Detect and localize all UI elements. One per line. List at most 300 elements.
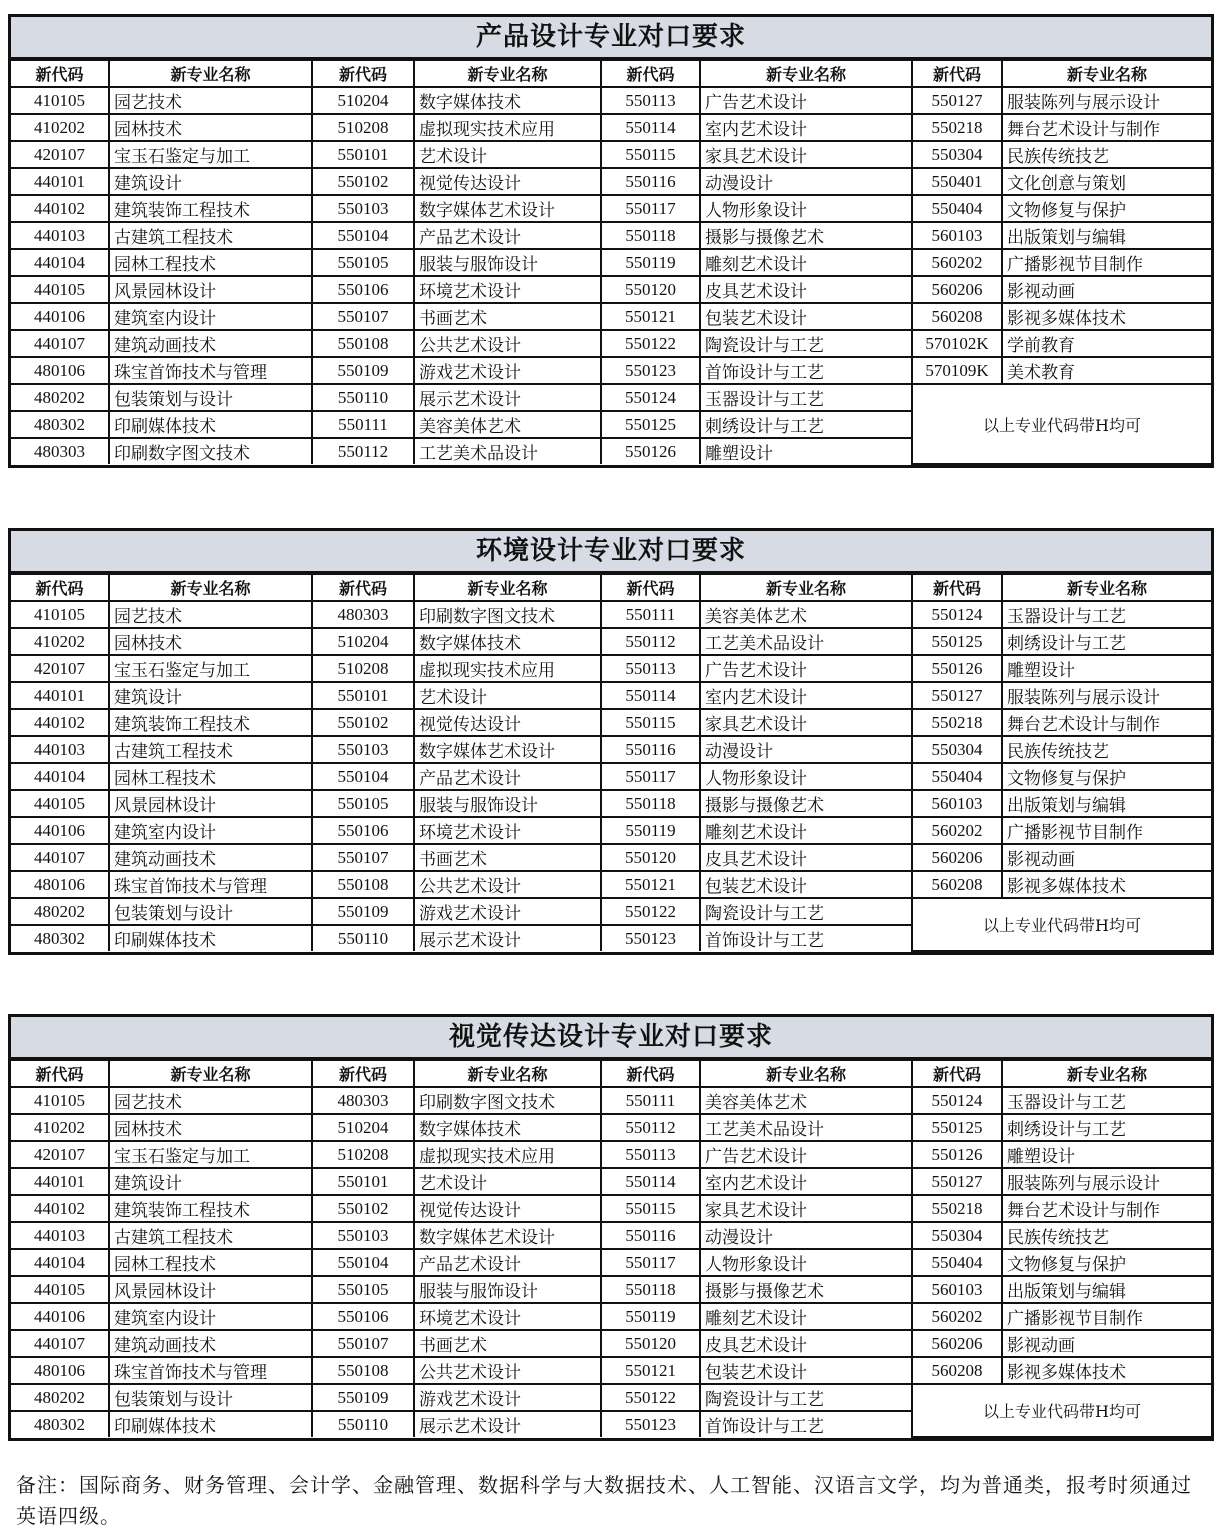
major-name: 建筑装饰工程技术	[109, 709, 312, 736]
major-code: 550404	[912, 1249, 1002, 1276]
major-name: 建筑设计	[109, 682, 312, 709]
major-code: 440104	[11, 763, 109, 790]
major-code: 550112	[601, 1114, 700, 1141]
major-name: 宝玉石鉴定与加工	[109, 655, 312, 682]
major-code: 550123	[601, 925, 700, 951]
table-row	[11, 655, 1211, 682]
header-code: 新代码	[912, 1060, 1002, 1087]
major-code: 550115	[601, 709, 700, 736]
table-row	[11, 898, 1211, 925]
major-code: 550107	[312, 1330, 414, 1357]
major-code: 550103	[312, 736, 414, 763]
table-row	[11, 736, 1211, 763]
table-row	[11, 1357, 1211, 1384]
major-name: 雕塑设计	[700, 438, 912, 464]
major-code: 550304	[912, 1222, 1002, 1249]
major-code: 550111	[601, 601, 700, 628]
major-name: 数字媒体技术	[414, 1114, 601, 1141]
major-name: 雕塑设计	[1002, 655, 1211, 682]
major-name: 建筑装饰工程技术	[109, 1195, 312, 1222]
major-name: 皮具艺术设计	[700, 844, 912, 871]
major-name: 印刷媒体技术	[109, 411, 312, 438]
major-name: 艺术设计	[414, 1168, 601, 1195]
major-code: 410105	[11, 87, 109, 114]
major-code: 440102	[11, 1195, 109, 1222]
major-name: 建筑动画技术	[109, 844, 312, 871]
major-name: 动漫设计	[700, 736, 912, 763]
major-name: 美容美体艺术	[700, 1087, 912, 1114]
major-name: 虚拟现实技术应用	[414, 1141, 601, 1168]
major-name: 刺绣设计与工艺	[1002, 1114, 1211, 1141]
major-name: 虚拟现实技术应用	[414, 114, 601, 141]
major-code: 440101	[11, 1168, 109, 1195]
major-code: 480202	[11, 384, 109, 411]
table-row	[11, 1249, 1211, 1276]
major-name: 陶瓷设计与工艺	[700, 1384, 912, 1411]
major-name: 珠宝首饰技术与管理	[109, 357, 312, 384]
major-name: 园林工程技术	[109, 763, 312, 790]
major-name: 游戏艺术设计	[414, 357, 601, 384]
table-row	[11, 1222, 1211, 1249]
major-code: 550109	[312, 898, 414, 925]
table-row	[11, 114, 1211, 141]
major-code: 550107	[312, 844, 414, 871]
header-code: 新代码	[11, 1060, 109, 1087]
major-name: 数字媒体技术	[414, 628, 601, 655]
major-name: 园林技术	[109, 628, 312, 655]
table-row	[11, 195, 1211, 222]
major-code: 510204	[312, 1114, 414, 1141]
major-name: 游戏艺术设计	[414, 1384, 601, 1411]
major-code: 550119	[601, 249, 700, 276]
major-name: 影视多媒体技术	[1002, 303, 1211, 330]
major-name: 美容美体艺术	[700, 601, 912, 628]
major-code: 420107	[11, 141, 109, 168]
major-code: 560206	[912, 276, 1002, 303]
major-code: 510204	[312, 628, 414, 655]
header-code: 新代码	[912, 60, 1002, 87]
major-name: 建筑室内设计	[109, 1303, 312, 1330]
major-code: 550123	[601, 1411, 700, 1437]
major-name: 广告艺术设计	[700, 1141, 912, 1168]
major-name: 室内艺术设计	[700, 682, 912, 709]
major-code: 550218	[912, 1195, 1002, 1222]
major-name: 影视动画	[1002, 1330, 1211, 1357]
major-name: 玉器设计与工艺	[700, 384, 912, 411]
major-name: 珠宝首饰技术与管理	[109, 871, 312, 898]
table-row	[11, 384, 1211, 411]
major-name: 服装陈列与展示设计	[1002, 87, 1211, 114]
major-code: 550107	[312, 303, 414, 330]
header-code: 新代码	[912, 574, 1002, 601]
major-table	[11, 573, 1211, 952]
major-code: 560103	[912, 222, 1002, 249]
major-name: 首饰设计与工艺	[700, 925, 912, 951]
merged-note-cell: 以上专业代码带H均可	[912, 384, 1211, 464]
major-code: 440101	[11, 168, 109, 195]
major-name: 环境艺术设计	[414, 1303, 601, 1330]
major-name: 建筑动画技术	[109, 1330, 312, 1357]
header-name: 新专业名称	[414, 574, 601, 601]
major-code: 550101	[312, 1168, 414, 1195]
major-code: 480202	[11, 898, 109, 925]
major-name: 雕刻艺术设计	[700, 249, 912, 276]
major-name: 数字媒体艺术设计	[414, 1222, 601, 1249]
major-code: 550304	[912, 736, 1002, 763]
major-name: 产品艺术设计	[414, 763, 601, 790]
major-name: 美容美体艺术	[414, 411, 601, 438]
major-code: 410105	[11, 1087, 109, 1114]
major-name: 艺术设计	[414, 141, 601, 168]
table-row	[11, 168, 1211, 195]
major-code: 440101	[11, 682, 109, 709]
major-code: 550109	[312, 1384, 414, 1411]
major-code: 550404	[912, 195, 1002, 222]
major-name: 服装陈列与展示设计	[1002, 682, 1211, 709]
major-name: 建筑室内设计	[109, 303, 312, 330]
major-code: 510208	[312, 114, 414, 141]
table-row	[11, 790, 1211, 817]
table-row	[11, 222, 1211, 249]
header-code: 新代码	[312, 1060, 414, 1087]
major-code: 440103	[11, 1222, 109, 1249]
major-code: 550105	[312, 249, 414, 276]
major-code: 560202	[912, 1303, 1002, 1330]
major-code: 550104	[312, 222, 414, 249]
header-code: 新代码	[601, 574, 700, 601]
major-code: 550108	[312, 330, 414, 357]
major-name: 园艺技术	[109, 87, 312, 114]
major-code: 550401	[912, 168, 1002, 195]
major-code: 550109	[312, 357, 414, 384]
major-name: 服装与服饰设计	[414, 1276, 601, 1303]
major-code: 550119	[601, 817, 700, 844]
major-name: 视觉传达设计	[414, 709, 601, 736]
major-code: 550104	[312, 763, 414, 790]
major-code: 560208	[912, 1357, 1002, 1384]
major-name: 展示艺术设计	[414, 925, 601, 951]
major-code: 550118	[601, 790, 700, 817]
major-name: 人物形象设计	[700, 763, 912, 790]
major-name: 印刷数字图文技术	[414, 1087, 601, 1114]
major-table	[11, 1059, 1211, 1438]
major-name: 广告艺术设计	[700, 655, 912, 682]
major-name: 舞台艺术设计与制作	[1002, 114, 1211, 141]
major-code: 550404	[912, 763, 1002, 790]
major-code: 550111	[601, 1087, 700, 1114]
major-code: 550106	[312, 1303, 414, 1330]
major-name: 工艺美术品设计	[414, 438, 601, 464]
merged-note-cell: 以上专业代码带H均可	[912, 898, 1211, 951]
major-code: 440104	[11, 249, 109, 276]
header-name: 新专业名称	[1002, 1060, 1211, 1087]
major-name: 家具艺术设计	[700, 709, 912, 736]
major-code: 480303	[312, 601, 414, 628]
major-name: 建筑动画技术	[109, 330, 312, 357]
major-name: 出版策划与编辑	[1002, 790, 1211, 817]
major-name: 工艺美术品设计	[700, 628, 912, 655]
major-name: 文物修复与保护	[1002, 763, 1211, 790]
major-name: 产品艺术设计	[414, 222, 601, 249]
table-row	[11, 1303, 1211, 1330]
table-visual-communication-design	[8, 1014, 1214, 1441]
major-code: 550108	[312, 871, 414, 898]
major-name: 服装与服饰设计	[414, 790, 601, 817]
major-code: 420107	[11, 1141, 109, 1168]
major-code: 550122	[601, 330, 700, 357]
major-code: 550103	[312, 1222, 414, 1249]
header-code: 新代码	[601, 60, 700, 87]
major-code: 550116	[601, 168, 700, 195]
major-code: 560103	[912, 1276, 1002, 1303]
major-name: 雕塑设计	[1002, 1141, 1211, 1168]
header-code: 新代码	[11, 60, 109, 87]
major-name: 古建筑工程技术	[109, 736, 312, 763]
major-code: 550110	[312, 925, 414, 951]
major-name: 包装策划与设计	[109, 898, 312, 925]
major-name: 建筑设计	[109, 1168, 312, 1195]
major-code: 550120	[601, 1330, 700, 1357]
major-code: 480106	[11, 1357, 109, 1384]
major-name: 视觉传达设计	[414, 168, 601, 195]
major-code: 550122	[601, 898, 700, 925]
major-code: 550124	[912, 1087, 1002, 1114]
major-name: 刺绣设计与工艺	[700, 411, 912, 438]
major-code: 480303	[11, 438, 109, 464]
major-code: 550121	[601, 1357, 700, 1384]
major-code: 560206	[912, 844, 1002, 871]
header-row	[11, 60, 1211, 87]
table-row	[11, 87, 1211, 114]
major-code: 410105	[11, 601, 109, 628]
major-code: 480303	[312, 1087, 414, 1114]
major-name: 环境艺术设计	[414, 276, 601, 303]
major-name: 文物修复与保护	[1002, 195, 1211, 222]
major-code: 480302	[11, 1411, 109, 1437]
major-name: 影视多媒体技术	[1002, 1357, 1211, 1384]
table-row	[11, 330, 1211, 357]
major-code: 560206	[912, 1330, 1002, 1357]
major-name: 服装陈列与展示设计	[1002, 1168, 1211, 1195]
major-name: 展示艺术设计	[414, 384, 601, 411]
major-name: 公共艺术设计	[414, 1357, 601, 1384]
major-name: 印刷数字图文技术	[109, 438, 312, 464]
major-name: 古建筑工程技术	[109, 222, 312, 249]
major-code: 550127	[912, 1168, 1002, 1195]
header-name: 新专业名称	[109, 574, 312, 601]
major-code: 550114	[601, 682, 700, 709]
major-name: 包装艺术设计	[700, 1357, 912, 1384]
major-code: 550116	[601, 1222, 700, 1249]
major-code: 550110	[312, 1411, 414, 1437]
major-code: 550124	[601, 384, 700, 411]
header-code: 新代码	[601, 1060, 700, 1087]
header-code: 新代码	[312, 574, 414, 601]
major-code: 410202	[11, 1114, 109, 1141]
major-name: 民族传统技艺	[1002, 141, 1211, 168]
major-code: 510208	[312, 655, 414, 682]
major-name: 人物形象设计	[700, 1249, 912, 1276]
major-code: 550118	[601, 222, 700, 249]
major-code: 440103	[11, 222, 109, 249]
major-code: 410202	[11, 628, 109, 655]
table-row	[11, 1114, 1211, 1141]
major-name: 风景园林设计	[109, 276, 312, 303]
major-code: 550113	[601, 87, 700, 114]
major-name: 包装策划与设计	[109, 1384, 312, 1411]
major-name: 广播影视节目制作	[1002, 249, 1211, 276]
table-title: 产品设计专业对口要求	[11, 17, 1211, 59]
major-name: 民族传统技艺	[1002, 736, 1211, 763]
major-name: 文物修复与保护	[1002, 1249, 1211, 1276]
major-name: 印刷数字图文技术	[414, 601, 601, 628]
major-name: 建筑室内设计	[109, 817, 312, 844]
major-name: 园艺技术	[109, 1087, 312, 1114]
major-name: 雕刻艺术设计	[700, 1303, 912, 1330]
major-code: 550218	[912, 709, 1002, 736]
header-name: 新专业名称	[1002, 574, 1211, 601]
table-row	[11, 1330, 1211, 1357]
major-name: 影视动画	[1002, 276, 1211, 303]
table-row	[11, 1141, 1211, 1168]
header-name: 新专业名称	[414, 60, 601, 87]
major-code: 550122	[601, 1384, 700, 1411]
header-name: 新专业名称	[700, 60, 912, 87]
major-table	[11, 59, 1211, 465]
major-name: 产品艺术设计	[414, 1249, 601, 1276]
table-row	[11, 1276, 1211, 1303]
major-code: 550106	[312, 817, 414, 844]
major-name: 玉器设计与工艺	[1002, 1087, 1211, 1114]
major-name: 环境艺术设计	[414, 817, 601, 844]
major-code: 550105	[312, 1276, 414, 1303]
major-name: 摄影与摄像艺术	[700, 790, 912, 817]
major-name: 艺术设计	[414, 682, 601, 709]
major-code: 550105	[312, 790, 414, 817]
major-code: 550123	[601, 357, 700, 384]
header-row	[11, 574, 1211, 601]
header-name: 新专业名称	[700, 1060, 912, 1087]
major-code: 510204	[312, 87, 414, 114]
major-name: 园林工程技术	[109, 249, 312, 276]
major-code: 550126	[912, 1141, 1002, 1168]
major-name: 影视动画	[1002, 844, 1211, 871]
major-code: 550102	[312, 709, 414, 736]
table-row	[11, 1384, 1211, 1411]
major-name: 广告艺术设计	[700, 87, 912, 114]
table-title: 视觉传达设计专业对口要求	[11, 1017, 1211, 1059]
major-name: 皮具艺术设计	[700, 276, 912, 303]
major-code: 550104	[312, 1249, 414, 1276]
major-code: 570109K	[912, 357, 1002, 384]
major-name: 书画艺术	[414, 844, 601, 871]
major-code: 440105	[11, 1276, 109, 1303]
major-name: 家具艺术设计	[700, 141, 912, 168]
major-name: 古建筑工程技术	[109, 1222, 312, 1249]
major-name: 摄影与摄像艺术	[700, 1276, 912, 1303]
major-code: 480106	[11, 357, 109, 384]
major-code: 550127	[912, 87, 1002, 114]
major-code: 550102	[312, 168, 414, 195]
major-code: 410202	[11, 114, 109, 141]
major-name: 游戏艺术设计	[414, 898, 601, 925]
major-code: 550126	[912, 655, 1002, 682]
table-row	[11, 141, 1211, 168]
major-name: 刺绣设计与工艺	[1002, 628, 1211, 655]
major-code: 550101	[312, 141, 414, 168]
major-name: 风景园林设计	[109, 1276, 312, 1303]
major-name: 玉器设计与工艺	[1002, 601, 1211, 628]
major-name: 园林工程技术	[109, 1249, 312, 1276]
major-code: 440103	[11, 736, 109, 763]
major-name: 印刷媒体技术	[109, 925, 312, 951]
major-name: 包装艺术设计	[700, 871, 912, 898]
major-code: 440106	[11, 817, 109, 844]
major-code: 550120	[601, 276, 700, 303]
table-row	[11, 763, 1211, 790]
major-name: 数字媒体艺术设计	[414, 195, 601, 222]
header-name: 新专业名称	[700, 574, 912, 601]
major-name: 室内艺术设计	[700, 114, 912, 141]
major-name: 公共艺术设计	[414, 871, 601, 898]
table-row	[11, 709, 1211, 736]
major-name: 珠宝首饰技术与管理	[109, 1357, 312, 1384]
table-row	[11, 871, 1211, 898]
major-name: 学前教育	[1002, 330, 1211, 357]
table-row	[11, 601, 1211, 628]
major-code: 550112	[312, 438, 414, 464]
major-name: 动漫设计	[700, 168, 912, 195]
major-name: 包装策划与设计	[109, 384, 312, 411]
major-name: 广播影视节目制作	[1002, 1303, 1211, 1330]
major-code: 550115	[601, 1195, 700, 1222]
major-code: 440105	[11, 276, 109, 303]
major-name: 园林技术	[109, 1114, 312, 1141]
major-name: 数字媒体技术	[414, 87, 601, 114]
major-name: 园艺技术	[109, 601, 312, 628]
major-name: 人物形象设计	[700, 195, 912, 222]
major-name: 宝玉石鉴定与加工	[109, 141, 312, 168]
major-name: 民族传统技艺	[1002, 1222, 1211, 1249]
major-code: 420107	[11, 655, 109, 682]
major-name: 书画艺术	[414, 303, 601, 330]
major-name: 工艺美术品设计	[700, 1114, 912, 1141]
major-name: 印刷媒体技术	[109, 1411, 312, 1437]
major-name: 陶瓷设计与工艺	[700, 330, 912, 357]
table-product-design	[8, 14, 1214, 468]
major-name: 建筑设计	[109, 168, 312, 195]
table-row	[11, 276, 1211, 303]
major-code: 440106	[11, 303, 109, 330]
table-row	[11, 844, 1211, 871]
major-name: 皮具艺术设计	[700, 1330, 912, 1357]
major-name: 文化创意与策划	[1002, 168, 1211, 195]
major-code: 560202	[912, 817, 1002, 844]
table-row	[11, 1087, 1211, 1114]
table-row	[11, 249, 1211, 276]
table-row	[11, 817, 1211, 844]
major-name: 宝玉石鉴定与加工	[109, 1141, 312, 1168]
table-row	[11, 682, 1211, 709]
major-code: 440106	[11, 1303, 109, 1330]
major-name: 建筑装饰工程技术	[109, 195, 312, 222]
major-name: 公共艺术设计	[414, 330, 601, 357]
table-row	[11, 1168, 1211, 1195]
major-code: 550125	[912, 1114, 1002, 1141]
table-row	[11, 628, 1211, 655]
major-code: 550121	[601, 303, 700, 330]
header-name: 新专业名称	[1002, 60, 1211, 87]
